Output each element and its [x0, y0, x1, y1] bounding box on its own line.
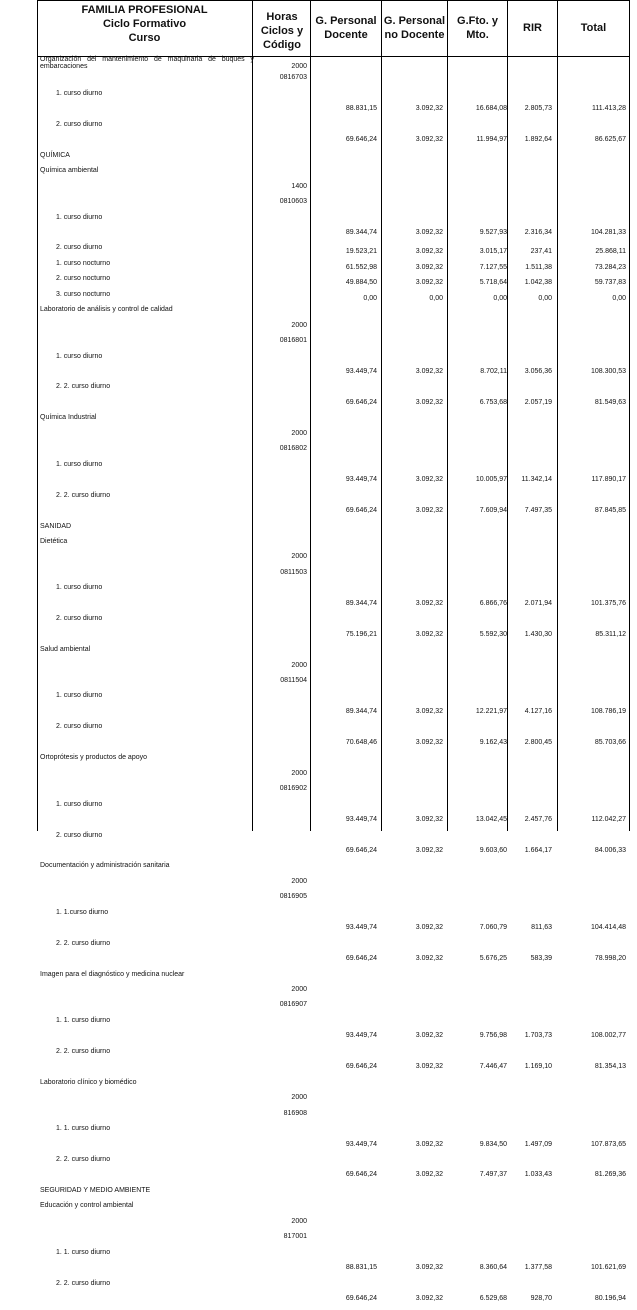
table-row [37, 243, 630, 259]
table-row [37, 1263, 630, 1279]
total-value: 108.786,19 [590, 707, 626, 715]
cycle-label: Laboratorio de análisis y control de calidad [40, 306, 173, 314]
budget-table [37, 0, 630, 1302]
g-fto-value: 7.060,79 [479, 924, 507, 932]
rir-value: 1.511,38 [525, 263, 552, 271]
rir-value: 1.042,38 [524, 279, 552, 287]
cycle-label: Salud ambiental [40, 646, 91, 654]
table-row [37, 1201, 630, 1217]
rir-value: 3.056,36 [524, 368, 552, 375]
g-fto-value: 8.360,64 [479, 1264, 507, 1272]
g-no-docente-value: 3.092,32 [415, 1140, 443, 1148]
table-row [37, 1000, 630, 1016]
g-docente-value: 89.344,74 [345, 228, 377, 236]
table-row [37, 321, 630, 337]
table-row [37, 1016, 630, 1032]
rir-value: 237,41 [530, 248, 552, 256]
g-docente-value: 69.646,24 [345, 955, 377, 963]
table-row [37, 738, 630, 754]
table-row [37, 1217, 630, 1233]
table-row [37, 661, 630, 677]
g-no-docente-value: 3.092,32 [415, 599, 443, 607]
hours-value: 2000 [291, 1094, 307, 1102]
total-value: 80.196,94 [594, 1295, 626, 1302]
g-no-docente-value: 3.092,32 [415, 707, 443, 715]
g-docente-value: 69.646,24 [345, 1063, 377, 1071]
course-label: 2. curso diurno [56, 244, 103, 252]
g-fto-value: 9.756,98 [479, 1032, 507, 1040]
table-row [37, 120, 630, 136]
g-fto-value: 6.866,76 [479, 599, 507, 607]
g-fto-value: 9.162,43 [479, 738, 507, 746]
table-row [37, 1186, 630, 1202]
g-docente-value: 61.552,98 [345, 263, 377, 271]
total-value: 107.873,65 [590, 1140, 626, 1148]
total-value: 0,00 [612, 294, 626, 302]
table-row [37, 846, 630, 862]
cycle-label: Química ambiental [40, 167, 99, 175]
table-row [37, 274, 630, 290]
rir-value: 583,39 [530, 955, 552, 963]
total-value: 81.549,63 [594, 398, 626, 406]
g-fto-value: 16.684,08 [475, 105, 507, 113]
g-no-docente-value: 3.092,32 [415, 105, 443, 113]
total-value: 104.281,33 [590, 228, 626, 236]
g-docente-value: 69.646,24 [345, 136, 377, 144]
cycle-code: 0810603 [279, 198, 307, 206]
rir-value: 2.457,76 [524, 816, 552, 824]
header-curso: Curso [128, 32, 161, 44]
course-label: 1. curso diurno [56, 89, 103, 97]
table-row [37, 58, 630, 74]
header-total: Total [580, 22, 607, 34]
g-docente-value: 70.648,46 [345, 738, 377, 746]
header-g-no-docente: G. Personal no Docente [383, 15, 446, 41]
g-fto-value: 9.603,60 [479, 846, 507, 854]
table-row [37, 398, 630, 414]
table-row [37, 336, 630, 352]
g-no-docente-value: 3.092,32 [415, 1063, 443, 1071]
table-row [37, 228, 630, 244]
cycle-code: 817001 [283, 1233, 307, 1241]
total-value: 59.737,83 [594, 279, 626, 287]
rir-value: 2.071,94 [524, 599, 552, 607]
hours-value: 2000 [291, 63, 307, 70]
course-label: 1. 1.curso diurno [56, 908, 109, 916]
table-row [37, 800, 630, 816]
table-row [37, 1170, 630, 1186]
rir-value: 1.033,43 [524, 1171, 552, 1179]
course-label: 1. 1. curso diurno [56, 1248, 111, 1256]
g-docente-value: 69.646,24 [345, 398, 377, 406]
cycle-label: Química Industrial [40, 414, 97, 422]
table-row [37, 1155, 630, 1171]
total-value: 73.284,23 [594, 263, 626, 271]
course-label: 2. 2. curso diurno [56, 939, 111, 947]
table-row [37, 1248, 630, 1264]
g-docente-value: 69.646,24 [345, 846, 377, 854]
course-label: 2. 2. curso diurno [56, 491, 111, 499]
family-label: SANIDAD [40, 522, 72, 530]
total-value: 81.269,36 [594, 1171, 626, 1179]
g-fto-value: 12.221,97 [475, 707, 507, 715]
g-fto-value: 6.753,68 [479, 398, 507, 406]
hours-value: 2000 [291, 429, 307, 437]
total-value: 87.845,85 [594, 507, 626, 515]
rir-value: 811,63 [531, 924, 552, 932]
header-familia-block [37, 3, 252, 45]
g-no-docente-value: 3.092,32 [415, 136, 443, 144]
hours-value: 1400 [291, 182, 307, 190]
table-row [37, 506, 630, 522]
total-value: 108.300,53 [590, 368, 626, 375]
table-row [37, 583, 630, 599]
course-label: 2. curso diurno [56, 615, 103, 623]
g-no-docente-value: 3.092,32 [415, 955, 443, 963]
table-row [37, 831, 630, 847]
g-no-docente-value: 3.092,32 [415, 263, 443, 271]
g-fto-value: 0,00 [493, 294, 507, 302]
rir-value: 1.892,64 [524, 136, 552, 144]
course-label: 2. curso diurno [56, 723, 103, 731]
total-value: 101.375,76 [590, 599, 626, 607]
rir-value: 11.342,14 [521, 476, 552, 484]
course-label: 2. 2. curso diurno [56, 1047, 111, 1055]
hours-value: 2000 [291, 321, 307, 329]
rir-value: 2.057,19 [524, 398, 552, 406]
cycle-code: 0816703 [279, 74, 307, 82]
g-no-docente-value: 0,00 [429, 294, 443, 302]
cycle-code: 0816902 [279, 785, 307, 793]
g-no-docente-value: 3.092,32 [415, 1295, 443, 1302]
table-row [37, 290, 630, 306]
total-value: 84.006,33 [594, 846, 626, 854]
header-g-docente: G. Personal Docente [315, 15, 377, 41]
table-row [37, 413, 630, 429]
g-fto-value: 8.702,11 [480, 368, 507, 375]
course-label: 2. 2. curso diurno [56, 383, 111, 391]
table-row [37, 522, 630, 538]
total-value: 25.868,11 [595, 248, 626, 256]
rir-value: 7.497,35 [524, 507, 552, 515]
g-fto-value: 7.446,47 [479, 1063, 507, 1071]
table-row [37, 722, 630, 738]
g-fto-value: 13.042,45 [475, 816, 507, 824]
course-label: 1. curso diurno [56, 352, 103, 360]
total-value: 78.998,20 [594, 955, 626, 963]
table-row [37, 151, 630, 167]
g-fto-value: 3.015,17 [479, 248, 507, 256]
g-fto-value: 5.718,64 [479, 279, 507, 287]
rir-value: 0,00 [538, 294, 552, 302]
course-label: 1. curso diurno [56, 460, 103, 468]
header-g-fto: G.Fto. y Mto. [457, 15, 498, 41]
g-no-docente-value: 3.092,32 [415, 279, 443, 287]
table-row [37, 89, 630, 105]
table-row [37, 614, 630, 630]
table-row [37, 1232, 630, 1248]
total-value: 81.354,13 [594, 1063, 626, 1071]
table-row [37, 104, 630, 120]
g-no-docente-value: 3.092,32 [415, 398, 443, 406]
family-label: QUÍMICA [40, 151, 70, 159]
table-row [37, 537, 630, 553]
total-value: 86.625,67 [594, 136, 626, 144]
total-value: 85.703,66 [594, 738, 626, 746]
table-row [37, 1294, 630, 1310]
g-docente-value: 69.646,24 [345, 1171, 377, 1179]
g-fto-value: 7.497,37 [479, 1171, 507, 1179]
table-row [37, 939, 630, 955]
g-docente-value: 93.449,74 [345, 1032, 377, 1040]
g-fto-value: 7.609,94 [479, 507, 507, 515]
cycle-code: 0811504 [280, 677, 307, 684]
table-row [37, 491, 630, 507]
table-row [37, 1124, 630, 1140]
cycle-code: 0811503 [280, 568, 307, 576]
cycle-code: 816908 [283, 1109, 307, 1117]
table-row [37, 197, 630, 213]
g-fto-value: 5.676,25 [479, 955, 507, 963]
hours-value: 2000 [291, 769, 307, 777]
table-row [37, 1062, 630, 1078]
course-label: 2. curso nocturno [56, 275, 111, 283]
total-value: 111.413,28 [592, 105, 626, 113]
g-no-docente-value: 3.092,32 [415, 1264, 443, 1272]
hours-value: 2000 [291, 986, 307, 993]
table-row [37, 599, 630, 615]
table-row [37, 970, 630, 986]
course-label: 1. 1. curso diurno [56, 1016, 111, 1024]
g-docente-value: 93.449,74 [345, 924, 377, 932]
table-row [37, 552, 630, 568]
table-row [37, 444, 630, 460]
total-value: 101.621,69 [590, 1264, 626, 1272]
g-docente-value: 88.831,15 [345, 105, 377, 113]
cycle-code: 0816802 [279, 445, 307, 453]
table-row [37, 1031, 630, 1047]
table-row [37, 1093, 630, 1109]
g-docente-value: 69.646,24 [345, 507, 377, 515]
course-label: 2. curso diurno [56, 120, 103, 128]
total-value: 85.311,12 [595, 630, 626, 638]
g-no-docente-value: 3.092,32 [415, 368, 443, 375]
table-row [37, 645, 630, 661]
g-fto-value: 5.592,30 [479, 630, 507, 638]
rir-value: 1.703,73 [524, 1032, 552, 1040]
cycle-label: Ortoprótesis y productos de apoyo [40, 754, 148, 762]
table-row [37, 877, 630, 893]
table-row [37, 861, 630, 877]
g-no-docente-value: 3.092,32 [415, 1171, 443, 1179]
cycle-label: Documentación y administración sanitaria [40, 862, 170, 870]
table-row [37, 135, 630, 151]
course-label: 1. curso diurno [56, 213, 103, 221]
course-label: 1. 1. curso diurno [56, 1125, 111, 1133]
rir-value: 1.664,17 [524, 846, 552, 854]
rir-value: 2.805,73 [524, 105, 552, 113]
g-no-docente-value: 3.092,32 [415, 738, 443, 746]
header-rir: RIR [523, 22, 542, 34]
course-label: 2. 2. curso diurno [56, 1155, 111, 1163]
table-row [37, 213, 630, 229]
g-docente-value: 93.449,74 [345, 816, 377, 824]
table-row [37, 985, 630, 1001]
table-row [37, 753, 630, 769]
g-no-docente-value: 3.092,32 [415, 924, 443, 932]
g-no-docente-value: 3.092,32 [415, 630, 443, 638]
total-value: 117.890,17 [591, 476, 626, 484]
course-label: 1. curso diurno [56, 800, 103, 808]
header-horas: Horas Ciclos y Código [260, 11, 304, 51]
table-row [37, 475, 630, 491]
rir-value: 2.800,45 [524, 738, 552, 746]
table-row [37, 954, 630, 970]
cycle-label: Dietética [40, 537, 68, 545]
g-fto-value: 9.527,93 [479, 228, 507, 236]
cycle-label: Laboratorio clínico y biomédico [40, 1078, 137, 1086]
g-no-docente-value: 3.092,32 [415, 248, 443, 256]
rir-value: 2.316,34 [524, 228, 552, 236]
table-row [37, 1078, 630, 1094]
table-border-top [37, 0, 630, 1]
table-row [37, 769, 630, 785]
hours-value: 2000 [291, 661, 307, 669]
hours-value: 2000 [291, 553, 307, 561]
table-row [37, 259, 630, 275]
course-label: 2. 2. curso diurno [56, 1279, 111, 1287]
rir-value: 4.127,16 [524, 707, 552, 715]
g-no-docente-value: 3.092,32 [415, 507, 443, 515]
header-familia: FAMILIA PROFESIONAL [81, 4, 208, 16]
table-row [37, 568, 630, 584]
table-row [37, 908, 630, 924]
g-docente-value: 0,00 [363, 294, 377, 302]
table-row [37, 166, 630, 182]
g-docente-value: 89.344,74 [345, 599, 377, 607]
rir-value: 1.377,58 [524, 1264, 552, 1272]
hours-value: 2000 [291, 1217, 307, 1225]
rir-value: 1.497,09 [524, 1140, 552, 1148]
table-row [37, 676, 630, 692]
cycle-code: 0816907 [279, 1001, 307, 1009]
g-docente-value: 49.884,50 [345, 279, 377, 287]
g-docente-value: 89.344,74 [345, 707, 377, 715]
g-docente-value: 88.831,15 [345, 1264, 377, 1272]
hours-value: 2000 [291, 877, 307, 885]
course-label: 2. curso diurno [56, 831, 103, 839]
table-row [37, 367, 630, 383]
g-docente-value: 75.196,21 [345, 630, 377, 638]
g-fto-value: 10.005,97 [475, 476, 507, 484]
g-fto-value: 11.994,97 [476, 136, 507, 144]
family-label: SEGURIDAD Y MEDIO AMBIENTE [40, 1186, 151, 1194]
g-docente-value: 19.523,21 [345, 248, 377, 256]
g-fto-value: 9.834,50 [479, 1140, 507, 1148]
course-label: 1. curso diurno [56, 692, 103, 700]
g-no-docente-value: 3.092,32 [415, 1032, 443, 1040]
table-row [37, 305, 630, 321]
table-row [37, 923, 630, 939]
g-docente-value: 93.449,74 [345, 476, 377, 484]
table-row [37, 382, 630, 398]
rir-value: 1.169,10 [524, 1063, 552, 1071]
table-row [37, 784, 630, 800]
course-label: 1. curso diurno [56, 584, 103, 592]
g-no-docente-value: 3.092,32 [415, 228, 443, 236]
table-row [37, 1047, 630, 1063]
table-row [37, 1279, 630, 1295]
g-docente-value: 69.646,24 [345, 1295, 377, 1302]
g-docente-value: 93.449,74 [345, 368, 377, 375]
table-row [37, 707, 630, 723]
g-no-docente-value: 3.092,32 [415, 846, 443, 854]
table-row [37, 429, 630, 445]
rir-value: 1.430,30 [524, 630, 552, 638]
g-fto-value: 7.127,55 [479, 263, 507, 271]
table-row [37, 352, 630, 368]
table-row [37, 892, 630, 908]
header-ciclo: Ciclo Formativo [102, 18, 187, 30]
cycle-label: Organización del mantenimiento de maquinaria de buques y embarcaciones [40, 56, 254, 70]
cycle-code: 0816905 [279, 893, 307, 901]
table-row [37, 815, 630, 831]
table-row [37, 73, 630, 89]
g-fto-value: 6.529,68 [479, 1295, 507, 1302]
table-row [37, 630, 630, 646]
cycle-label: Imagen para el diagnóstico y medicina nuclear [40, 970, 185, 978]
table-row [37, 460, 630, 476]
cycle-label: Educación y control ambiental [40, 1202, 134, 1210]
rir-value: 928,70 [530, 1295, 552, 1302]
g-no-docente-value: 3.092,32 [415, 476, 443, 484]
table-row [37, 1140, 630, 1156]
course-label: 3. curso nocturno [56, 290, 111, 298]
course-label: 1. curso nocturno [56, 259, 111, 267]
total-value: 104.414,48 [590, 924, 626, 932]
cycle-code: 0816801 [279, 337, 307, 345]
table-row [37, 1109, 630, 1125]
table-row [37, 182, 630, 198]
total-value: 112.042,27 [591, 816, 626, 824]
g-docente-value: 93.449,74 [345, 1140, 377, 1148]
total-value: 108.002,77 [590, 1032, 626, 1040]
g-no-docente-value: 3.092,32 [415, 816, 443, 824]
table-row [37, 691, 630, 707]
